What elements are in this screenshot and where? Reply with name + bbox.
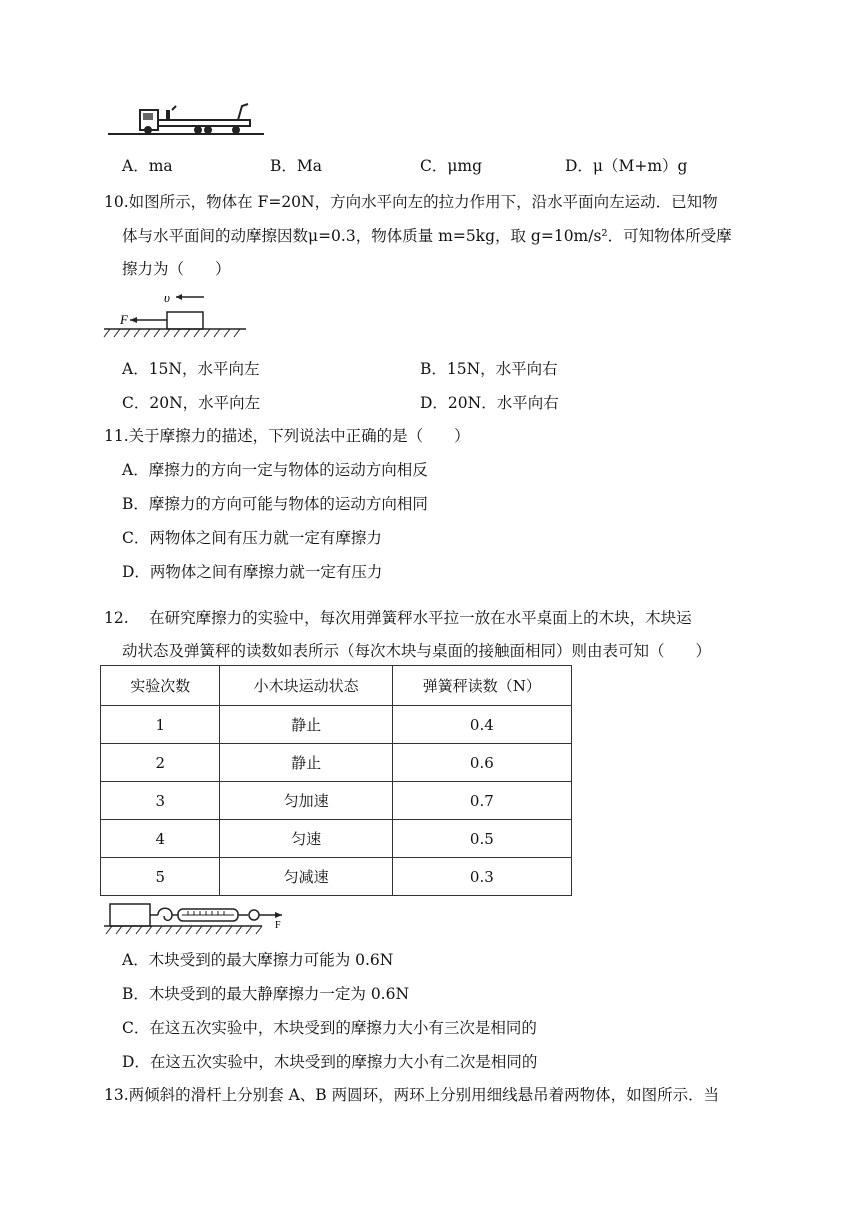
table-cell: 2: [101, 744, 220, 782]
q9-option-b: B．Ma: [270, 157, 323, 175]
table-cell: 1: [101, 706, 220, 744]
q10-option-c: C．20N，水平向左: [122, 394, 261, 412]
table-cell: 静止: [220, 744, 392, 782]
table-cell: 0.7: [392, 782, 571, 820]
table-cell: 3: [101, 782, 220, 820]
table-cell: 静止: [220, 706, 392, 744]
table-row: [101, 858, 572, 896]
q9-option-a: A．ma: [122, 157, 173, 175]
q10-stem-line-1: 10.如图所示，物体在 F=20N，方向水平向左的拉力作用下，沿水平面向左运动．已知物: [104, 193, 718, 211]
q11-option-d: D．两物体之间有摩擦力就一定有压力: [122, 563, 383, 581]
velocity-label: υ: [164, 290, 170, 305]
table-cell: 匀减速: [220, 858, 392, 896]
table-header-reading: 弹簧秤读数（N）: [392, 666, 571, 706]
table-cell: 0.5: [392, 820, 571, 858]
q11-stem: 11.关于摩擦力的描述，下列说法中正确的是（ ）: [104, 427, 470, 445]
table-cell: 匀加速: [220, 782, 392, 820]
q10-stem-line-2: 体与水平面间的动摩擦因数μ=0.3，物体质量 m=5kg，取 g=10m/s²．可知物体所受摩: [122, 227, 732, 245]
q9-option-c: C．μmg: [420, 157, 483, 175]
table-header-state: 小木块运动状态: [220, 666, 392, 706]
q10-option-a: A．15N，水平向左: [122, 360, 260, 378]
q12-stem-line-2: 动状态及弹簧秤的读数如表所示（每次木块与桌面的接触面相同）则由表可知（ ）: [122, 642, 712, 660]
block-force-figure: [100, 288, 250, 340]
table-cell: 0.4: [392, 706, 571, 744]
q12-option-a: A．木块受到的最大摩擦力可能为 0.6N: [122, 951, 394, 969]
q11-option-c: C．两物体之间有压力就一定有摩擦力: [122, 529, 382, 547]
table-row: [101, 820, 572, 858]
table-row: [101, 782, 572, 820]
table-cell: 0.6: [392, 744, 571, 782]
q12-stem-line-1: 12. 在研究摩擦力的实验中，每次用弹簧秤水平拉一放在水平桌面上的木块，木块运: [104, 609, 692, 627]
q9-option-d: D．μ（M+m）g: [565, 157, 688, 175]
q12-option-d: D．在这五次实验中，木块受到的摩擦力大小有二次是相同的: [122, 1053, 538, 1071]
q13-stem: 13.两倾斜的滑杆上分别套 A、B 两圆环，两环上分别用细线悬吊着两物体，如图所示．当: [104, 1086, 720, 1104]
table-cell: 0.3: [392, 858, 571, 896]
q10-option-d: D．20N．水平向右: [420, 394, 559, 412]
table-row: [101, 744, 572, 782]
experiment-table: [100, 665, 572, 896]
spring-scale-figure: [102, 898, 288, 940]
table-cell: 匀速: [220, 820, 392, 858]
table-cell: 4: [101, 820, 220, 858]
force-label: F: [275, 920, 281, 931]
table-header-trial: 实验次数: [101, 666, 220, 706]
q11-option-b: B．摩擦力的方向可能与物体的运动方向相同: [122, 495, 428, 513]
q12-option-c: C．在这五次实验中，木块受到的摩擦力大小有三次是相同的: [122, 1019, 537, 1037]
q10-option-b: B．15N，水平向右: [420, 360, 558, 378]
q12-option-b: B．木块受到的最大静摩擦力一定为 0.6N: [122, 985, 410, 1003]
q10-stem-line-3: 擦力为（ ）: [122, 260, 231, 278]
table-header-row: [101, 666, 572, 706]
q11-option-a: A．摩擦力的方向一定与物体的运动方向相反: [122, 461, 428, 479]
table-cell: 5: [101, 858, 220, 896]
table-row: [101, 706, 572, 744]
truck-figure: [106, 100, 266, 146]
force-label: F: [120, 312, 128, 327]
